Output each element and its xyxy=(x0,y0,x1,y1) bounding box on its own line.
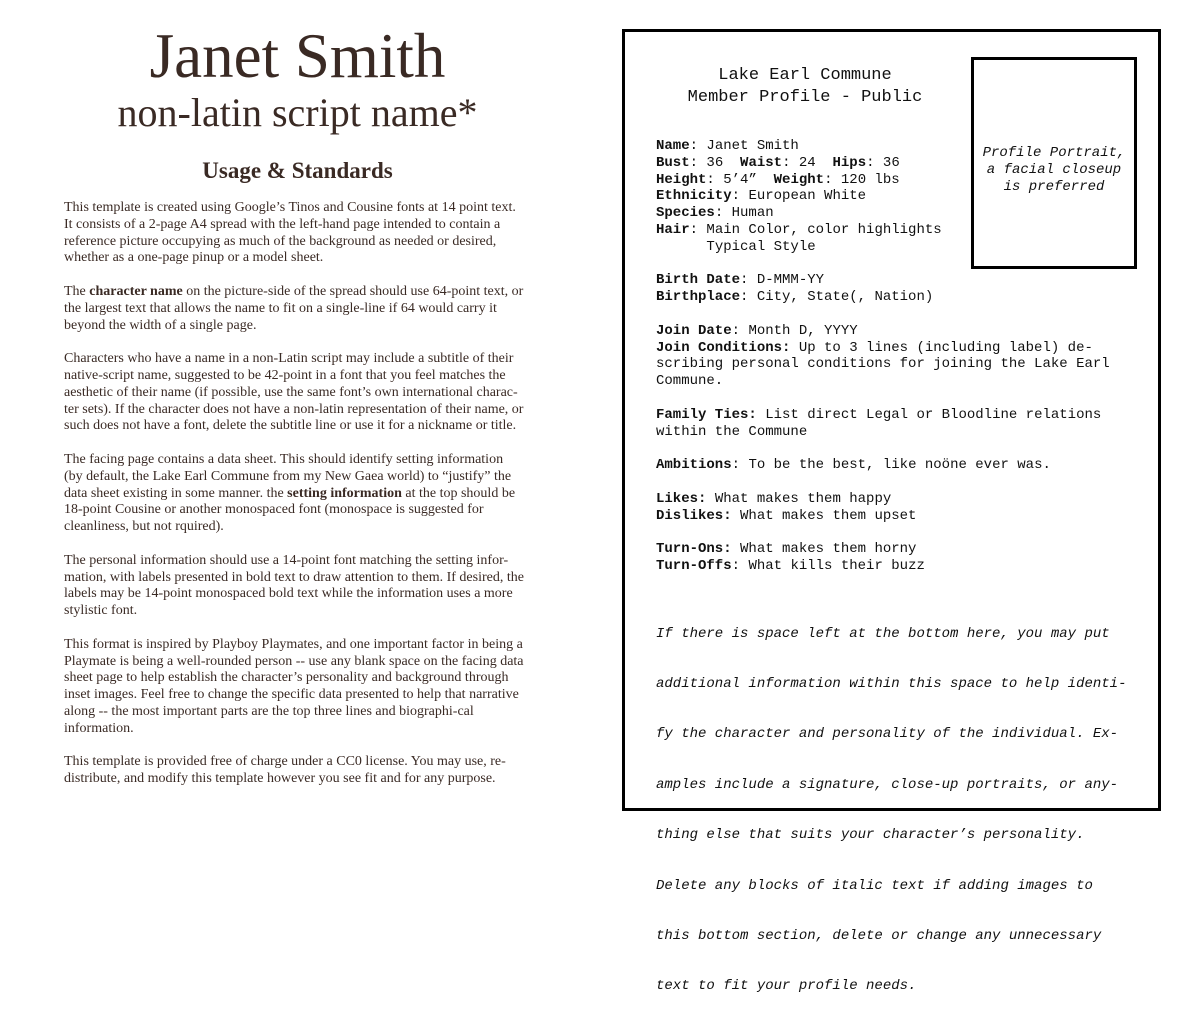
label: Ethnicity xyxy=(656,188,732,205)
spacer xyxy=(656,440,1136,457)
join-conditions-row-continued: Commune. xyxy=(656,373,724,390)
text: The xyxy=(64,283,90,299)
height-weight-row: Height: 5’4” Weight: 120 lbs xyxy=(656,171,900,188)
label: Dislikes: xyxy=(656,507,732,524)
value: Up to 3 lines (including label) de- xyxy=(790,339,1093,356)
label: Height xyxy=(656,171,707,188)
value: 5’4” xyxy=(723,171,757,188)
label: Waist xyxy=(740,154,783,171)
value: What makes them happy xyxy=(706,490,892,507)
value: Human xyxy=(731,205,774,222)
value: Main Color, color highlights xyxy=(706,221,942,238)
dislikes-row xyxy=(656,508,1136,525)
spacer xyxy=(656,256,1136,273)
instructions-page xyxy=(0,0,595,842)
spacer xyxy=(656,306,1136,323)
hair-row: Hair: Main Color, color highlights xyxy=(656,221,942,238)
label: Likes: xyxy=(656,490,707,507)
portrait-line: Profile Portrait, xyxy=(982,145,1126,161)
portrait-line: a facial closeup xyxy=(986,161,1122,178)
note-line: additional information within this space to help identi- xyxy=(656,675,1127,692)
name-row: Name: Janet Smith xyxy=(656,138,799,154)
spacer xyxy=(656,524,1136,541)
character-name-title: Janet Smith xyxy=(149,21,446,91)
note-line: Delete any blocks of italic text if adding images to xyxy=(656,877,1093,894)
ethnicity-row: Ethnicity: European White xyxy=(656,188,867,205)
spacer xyxy=(656,390,1136,407)
value: To be the best, like noöne ever was. xyxy=(748,457,1051,474)
value: City, State(, Nation) xyxy=(756,289,934,306)
species-row: Species: Human xyxy=(656,205,774,222)
value: List direct Legal or Bloodline relations xyxy=(756,406,1102,423)
label: Turn-Ons: xyxy=(656,541,732,558)
label: Turn-Offs xyxy=(656,557,732,574)
note-line: If there is space left at the bottom here, you may put xyxy=(656,625,1110,642)
value: Typical Style xyxy=(706,238,816,255)
hair-row-continued xyxy=(656,239,1136,256)
note-line: thing else that suits your character’s personality. xyxy=(656,827,1085,844)
value: 36 xyxy=(882,154,900,171)
likes-row xyxy=(656,491,1136,508)
label: Birthplace xyxy=(656,289,741,306)
note-line: fy the character and personality of the individual. Ex- xyxy=(656,726,1119,743)
ambitions-row: Ambitions: To be the best, like noöne ever was. xyxy=(656,457,1051,474)
join-conditions-row-continued: scribing personal conditions for joining the Lake Earl xyxy=(656,356,1110,373)
paragraph-inspiration: This format is inspired by Playboy Playmates, and one important factor in being a Playmate is being a well-rounded person -- use any blank space on the facing data sheet page to help establish the character’s personality and background through inset images. Feel free to change the specific data presented to help that narrative along -- the most important parts are the top three lines and biographi-cal information. xyxy=(64,636,524,736)
birthplace-row: Birthplace: City, State(, Nation) xyxy=(656,289,934,306)
additional-info-note xyxy=(656,592,1136,1029)
label: Ambitions xyxy=(656,457,732,474)
text: The facing page contains a data sheet. This should identify setting information (by default, the Lake Earl Commune from my New Gaea world) to “justify” the data sheet existing in some manner. the xyxy=(64,451,512,501)
label: Hips xyxy=(832,154,867,171)
note-line: this bottom section, delete or change any unnecessary xyxy=(656,927,1102,944)
label: Species xyxy=(656,205,715,222)
text: on the picture-side of the spread should use 64-point text, or the largest text that allows the name to fit on a single-line if 64 would carry it beyond the width of a single page. xyxy=(64,283,524,333)
bold-text: setting information xyxy=(287,485,402,501)
value: 24 xyxy=(798,154,816,171)
native-script-subtitle: non-latin script name* xyxy=(117,90,478,135)
join-date-row: Join Date: Month D, YYYY xyxy=(656,322,858,339)
value: 120 lbs xyxy=(840,171,900,188)
paragraph-fonts: This template is created using Google’s Tinos and Cousine fonts at 14 point text. It consists of a 2-page A4 spread with the left-hand page intended to contain a reference picture occupying as much of the background as needed or desired, whether as a one-page pinup or a model sheet. xyxy=(64,200,516,266)
paragraph-setting xyxy=(64,452,524,536)
value: Month D, YYYY xyxy=(748,322,858,339)
label: Family Ties: xyxy=(656,406,757,423)
portrait-line: is preferred xyxy=(1003,178,1105,195)
label: Hair xyxy=(656,221,690,238)
spacer xyxy=(656,474,1136,491)
paragraph-character-name xyxy=(64,284,524,334)
usage-heading: Usage & Standards xyxy=(202,158,393,183)
value: D-MMM-YY xyxy=(756,272,825,289)
label: Birth Date xyxy=(656,272,741,289)
personal-data xyxy=(656,138,1136,575)
turn-offs-row: Turn-Offs: What kills their buzz xyxy=(656,557,925,574)
usage-body xyxy=(64,200,524,805)
bold-text: character name xyxy=(89,283,183,299)
value: What makes them horny xyxy=(731,541,917,558)
family-ties-row xyxy=(656,407,1136,424)
family-ties-row-continued: within the Commune xyxy=(656,423,808,440)
value: What makes them upset xyxy=(731,507,917,524)
label: Name xyxy=(656,138,690,154)
value: What kills their buzz xyxy=(748,557,925,574)
label: Weight xyxy=(773,171,825,188)
setting-information xyxy=(665,65,945,109)
paragraph-personal-info: The personal information should use a 14-point font matching the setting infor-mation, with labels presented in bold text to draw attention to them. If desired, the labels may be 14-point monospaced bold text while the information uses a more stylistic font. xyxy=(64,552,524,619)
value: 36 xyxy=(706,154,724,171)
label: Bust xyxy=(656,154,690,171)
note-line: amples include a signature, close-up portraits, or any- xyxy=(656,776,1119,793)
turn-ons-row xyxy=(656,541,1136,558)
value: European White xyxy=(748,188,867,205)
text: at the top should be 18-point Cousine or another monospaced font (monospace is suggested for cleanliness, but not rquired). xyxy=(64,485,516,535)
label: Join Date xyxy=(656,322,732,339)
measurements-row: Bust: 36 Waist: 24 Hips: 36 xyxy=(656,154,900,171)
paragraph-non-latin: Characters who have a name in a non-Latin script may include a subtitle of their native-script name, suggested to be 42-point in a font that you feel matches the aesthetic of their name (if possible, use the same font’s own international charac-ter sets). If the character does not have a non-latin representation of their name, or such does not have a font, delete the subtitle line or use it for a nickname or title. xyxy=(64,351,524,434)
value: Janet Smith xyxy=(706,138,799,154)
label: Join Conditions: xyxy=(656,339,791,356)
join-conditions-row xyxy=(656,340,1136,357)
birth-date-row: Birth Date: D-MMM-YY xyxy=(656,272,825,289)
setting-line: Member Profile - Public xyxy=(687,88,923,107)
note-line: text to fit your profile needs. xyxy=(656,978,917,995)
profile-data-sheet xyxy=(622,29,1161,995)
setting-line: Lake Earl Commune xyxy=(718,66,892,85)
paragraph-license: This template is provided free of charge under a CC0 license. You may use, re-distribute, and modify this template however you see fit and for any purpose. xyxy=(64,754,506,787)
